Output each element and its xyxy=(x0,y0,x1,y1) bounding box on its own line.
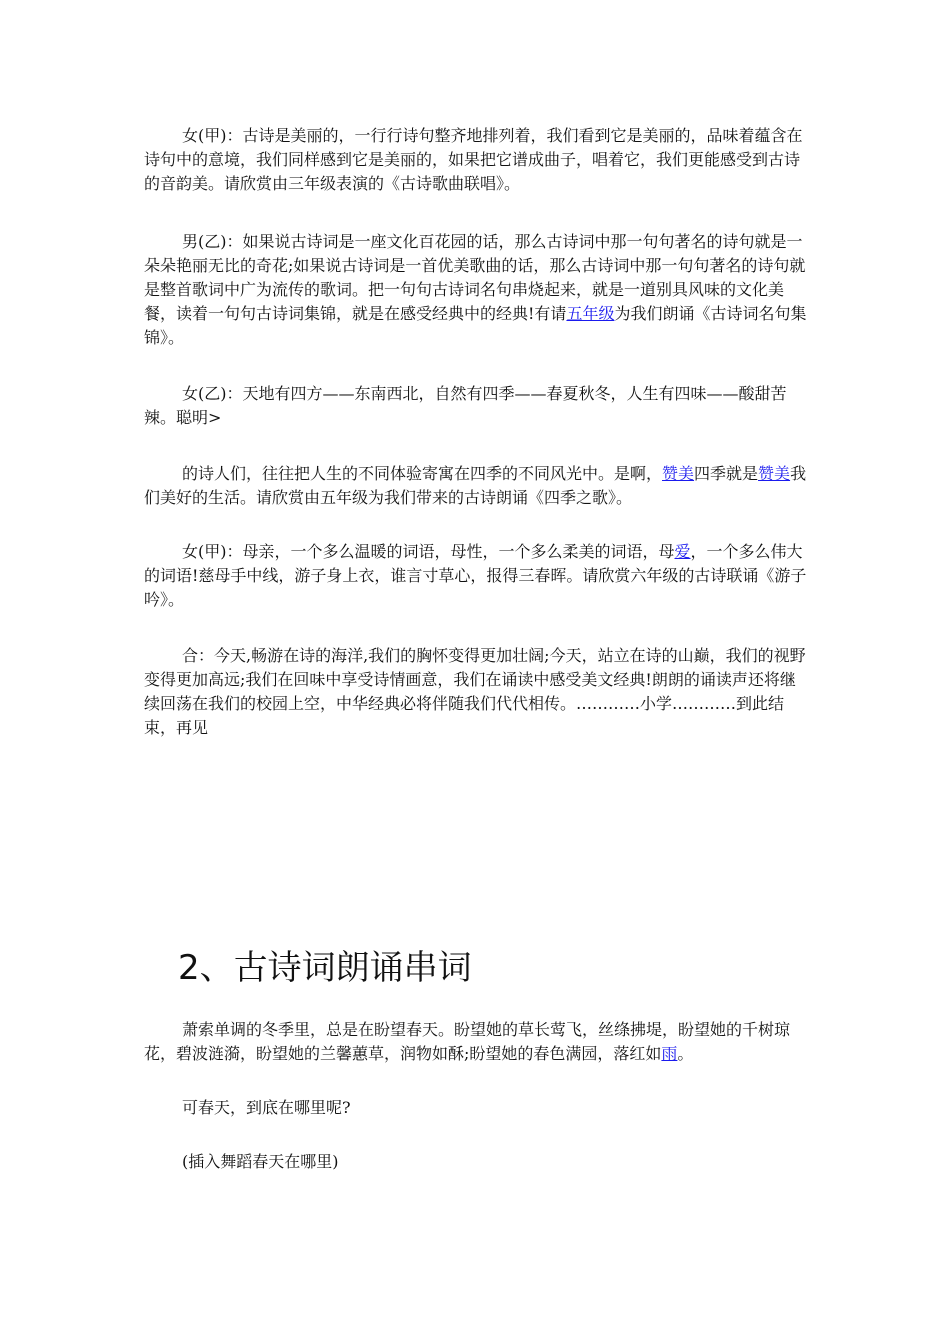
paragraph-2 xyxy=(144,230,808,350)
paragraph-5 xyxy=(144,540,808,612)
link-love[interactable]: 爱 xyxy=(674,542,691,561)
paragraph-3-text: 女(乙)：天地有四方——东南西北，自然有四季——春夏秋冬，人生有四味——酸甜苦辣。聪明> xyxy=(144,384,787,427)
paragraph-9 xyxy=(144,1150,808,1174)
paragraph-7-text-before: 萧索单调的冬季里，总是在盼望春天。盼望她的草长莺飞，丝绦拂堤，盼望她的千树琼花，碧波涟漪，盼望她的兰馨蕙草，润物如酥;盼望她的春色满园，落红如 xyxy=(144,1020,791,1063)
paragraph-9-text: (插入舞蹈春天在哪里) xyxy=(182,1152,339,1171)
link-grade-five[interactable]: 五年级 xyxy=(566,304,615,323)
paragraph-5-text-before: 女(甲)：母亲，一个多么温暖的词语，母性，一个多么柔美的词语，母 xyxy=(182,542,675,561)
paragraph-4-text-middle: 四季就是 xyxy=(694,464,759,483)
paragraph-3 xyxy=(144,382,808,430)
link-praise-2[interactable]: 赞美 xyxy=(758,464,791,483)
link-praise-1[interactable]: 赞美 xyxy=(662,464,695,483)
paragraph-7 xyxy=(144,1018,808,1066)
paragraph-1-text: 女(甲)：古诗是美丽的，一行行诗句整齐地排列着，我们看到它是美丽的，品味着蕴含在诗句中的意境，我们同样感到它是美丽的，如果把它谱成曲子，唱着它，我们更能感受到古诗的音韵美。请欣赏由三年级表演的《古诗歌曲联唱》。 xyxy=(144,126,803,193)
paragraph-6-text: 合：今天,畅游在诗的海洋,我们的胸怀变得更加壮阔;今天，站立在诗的山巅，我们的视野变得更加高远;我们在回味中享受诗情画意，我们在诵读中感受美文经典!朗朗的诵读声还将继续回荡在我们的校园上空，中华经典必将伴随我们代代相传。…………小学…………到此结束，再见 xyxy=(144,646,806,737)
paragraph-4-text-after: 我们美好的生活。请欣赏由五年级为我们带来的古诗朗诵《四季之歌》。 xyxy=(144,464,807,507)
paragraph-2-text-after: 为我们朗诵《古诗词名句集锦》。 xyxy=(144,304,807,347)
paragraph-4-text-before: 的诗人们，往往把人生的不同体验寄寓在四季的不同风光中。是啊， xyxy=(182,464,663,483)
paragraph-8 xyxy=(144,1096,808,1120)
link-rain[interactable]: 雨 xyxy=(661,1044,678,1063)
section-heading: 2、古诗词朗诵串词 xyxy=(178,948,472,988)
paragraph-8-text: 可春天，到底在哪里呢? xyxy=(182,1098,351,1117)
paragraph-6 xyxy=(144,644,808,740)
paragraph-4 xyxy=(144,462,808,510)
paragraph-2-text-before: 男(乙)：如果说古诗词是一座文化百花园的话，那么古诗词中那一句句著名的诗句就是一朵朵艳丽无比的奇花;如果说古诗词是一首优美歌曲的话，那么古诗词中那一句句著名的诗句就是整首歌词中广为流传的歌词。把一句句古诗词名句串烧起来，就是一道别具风味的文化美餐，读着一句句古诗词集锦，就是在感受经典中的经典!有请 xyxy=(144,232,806,323)
paragraph-5-text-after: ，一个多么伟大的词语!慈母手中线，游子身上衣，谁言寸草心，报得三春晖。请欣赏六年级的古诗联诵《游子吟》。 xyxy=(144,542,807,609)
paragraph-7-text-after: 。 xyxy=(677,1044,694,1063)
paragraph-1 xyxy=(144,124,808,196)
